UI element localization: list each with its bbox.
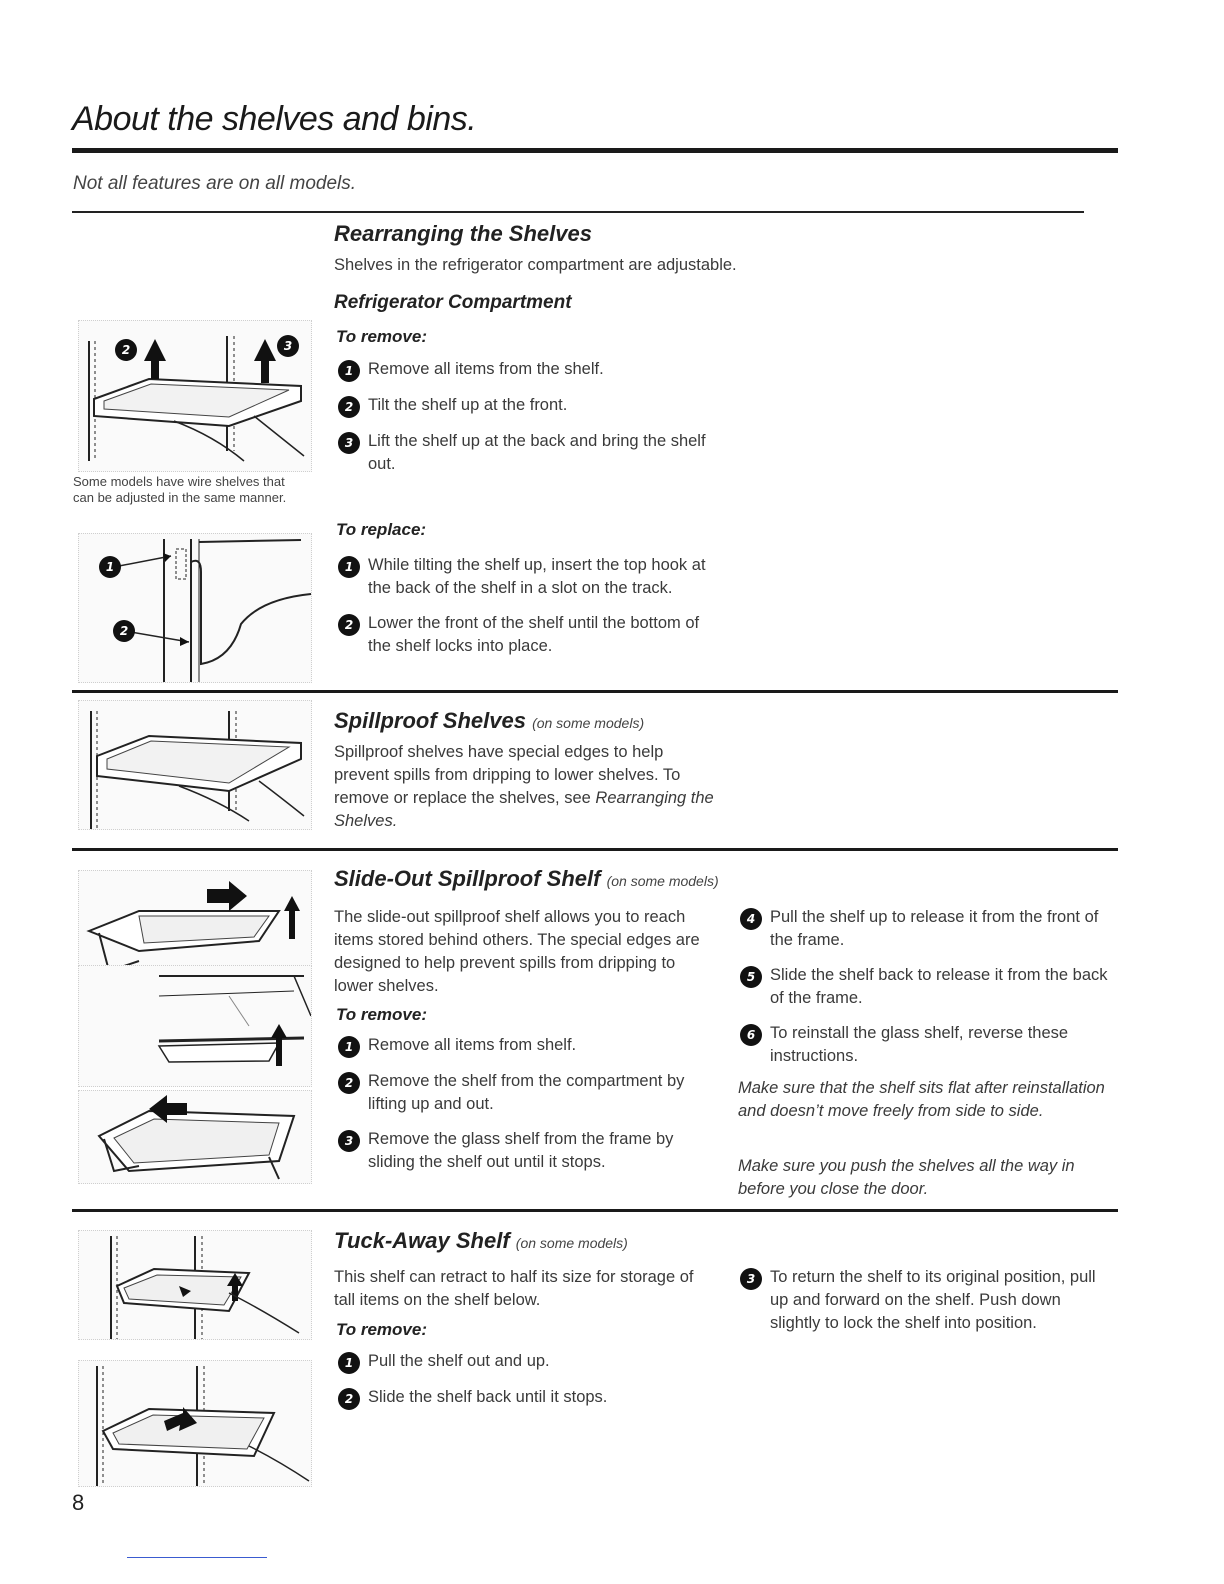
step-item: [338, 394, 718, 418]
tuckaway-intro: This shelf can retract to half its size for storage of tall items on the shelf below.: [334, 1268, 694, 1309]
step-text: Remove all items from shelf.: [368, 1036, 577, 1054]
compartment-title: Refrigerator Compartment: [334, 292, 572, 313]
step-number-badge: 1: [338, 556, 360, 578]
tuckaway-title-text: Tuck-Away Shelf: [334, 1228, 510, 1253]
step-text: Lower the front of the shelf until the bottom of the shelf locks into place.: [368, 614, 700, 655]
step-number-badge: 4: [740, 908, 762, 930]
step-text: Lift the shelf up at the back and bring the shelf out.: [368, 432, 706, 473]
step-number-badge: 1: [338, 1352, 360, 1374]
slideout-note: (on some models): [606, 873, 719, 889]
step-text: To reinstall the glass shelf, reverse these instructions.: [770, 1024, 1069, 1065]
step-text: Pull the shelf up to release it from the front of the frame.: [770, 908, 1099, 949]
slideout-title: [334, 866, 719, 892]
section-divider: [72, 690, 1118, 693]
tuckaway-illustration-2: [78, 1360, 312, 1487]
title-rule: [72, 148, 1118, 153]
step-number-badge: 2: [338, 1388, 360, 1410]
footer-link-line: [127, 1557, 267, 1558]
spillproof-description: Spillproof shelves have special edges to help prevent spills from dripping to lower shelves. To remove or replace the shelves, see: [334, 743, 681, 807]
callout-badge: 1: [99, 556, 121, 578]
step-item: [338, 430, 718, 476]
tuckaway-note: (on some models): [515, 1235, 628, 1251]
step-item: [338, 1034, 723, 1058]
callout-badge: 2: [113, 620, 135, 642]
page-subtitle: Not all features are on all models.: [73, 173, 357, 194]
step-item: [338, 612, 728, 658]
slideout-illustration-3: [78, 1090, 312, 1184]
wire-shelf-caption: Some models have wire shelves that can be adjusted in the same manner.: [73, 474, 287, 505]
spillproof-text: [334, 741, 719, 833]
callout-badge: 3: [277, 335, 299, 357]
step-number-badge: 3: [338, 432, 360, 454]
tuckaway-remove-label: To remove:: [336, 1320, 428, 1339]
step-text: Tilt the shelf up at the front.: [368, 396, 568, 414]
slideout-remove-label: To remove:: [336, 1005, 428, 1024]
slideout-drawing-2: [79, 966, 311, 1086]
remove-shelf-illustration: [78, 320, 312, 472]
page-title: About the shelves and bins.: [72, 100, 477, 138]
spillproof-illustration: [78, 700, 312, 830]
step-text: Remove the glass shelf from the frame by sliding the shelf out until it stops.: [368, 1130, 674, 1171]
step-item: [740, 964, 1115, 1010]
step-number-badge: 3: [740, 1268, 762, 1290]
spillproof-drawing: [79, 701, 311, 829]
spillproof-title: [334, 708, 644, 734]
rearranging-intro: Shelves in the refrigerator compartment are adjustable.: [334, 256, 737, 274]
step-text: Slide the shelf back to release it from the back of the frame.: [770, 966, 1108, 1007]
step-number-badge: 5: [740, 966, 762, 988]
tuckaway-drawing-1: [79, 1231, 311, 1339]
slideout-intro: The slide-out spillproof shelf allows you to reach items stored behind others. The special edges are designed to help prevent spills from dripping to lower shelves.: [334, 908, 700, 995]
step-text: Pull the shelf out and up.: [368, 1352, 550, 1370]
section-divider: [72, 1209, 1118, 1212]
slideout-note-flat: Make sure that the shelf sits flat after reinstallation and doesn’t move freely from side to side.: [738, 1079, 1105, 1120]
section-divider: [72, 848, 1118, 851]
step-item: [740, 1266, 1115, 1335]
step-number-badge: 2: [338, 396, 360, 418]
slideout-drawing-3: [79, 1091, 311, 1183]
step-item: [338, 1350, 723, 1374]
slideout-illustration-2: [78, 965, 312, 1087]
step-text: Slide the shelf back until it stops.: [368, 1388, 608, 1406]
replace-label: To replace:: [336, 520, 427, 539]
slideout-note-push: Make sure you push the shelves all the way in before you close the door.: [738, 1157, 1075, 1198]
step-number-badge: 1: [338, 1036, 360, 1058]
callout-badge: 2: [115, 339, 137, 361]
step-text: While tilting the shelf up, insert the top hook at the back of the shelf in a slot on the track.: [368, 556, 706, 597]
step-number-badge: 2: [338, 1072, 360, 1094]
remove-label: To remove:: [336, 327, 428, 346]
tuckaway-drawing-2: [79, 1361, 311, 1486]
slideout-steps-right: [740, 906, 1115, 1068]
tuckaway-title: [334, 1228, 628, 1254]
spillproof-reference: Rearranging the Shelves.: [334, 789, 714, 830]
step-text: Remove all items from the shelf.: [368, 360, 604, 378]
subtitle-rule: [72, 211, 1084, 213]
spillproof-note: (on some models): [532, 715, 645, 731]
step-item: [740, 1022, 1115, 1068]
step-text: To return the shelf to its original position, pull up and forward on the shelf. Push down slightly to lock the shelf into position.: [770, 1268, 1096, 1332]
step-item: [740, 906, 1115, 952]
step-item: [338, 1070, 723, 1116]
step-number-badge: 6: [740, 1024, 762, 1046]
step-item: [338, 1386, 723, 1410]
tuckaway-steps-right: [740, 1266, 1115, 1335]
step-number-badge: 1: [338, 360, 360, 382]
remove-steps: [338, 358, 718, 476]
replace-steps: [338, 554, 728, 658]
rearranging-title: Rearranging the Shelves: [334, 221, 592, 246]
step-item: [338, 554, 728, 600]
step-number-badge: 3: [338, 1130, 360, 1152]
step-text: Remove the shelf from the compartment by lifting up and out.: [368, 1072, 685, 1113]
step-item: [338, 358, 718, 382]
page-number: 8: [72, 1490, 85, 1515]
slideout-title-text: Slide-Out Spillproof Shelf: [334, 866, 601, 891]
slideout-steps-left: [338, 1034, 723, 1174]
step-item: [338, 1128, 723, 1174]
tuckaway-illustration-1: [78, 1230, 312, 1340]
step-number-badge: 2: [338, 614, 360, 636]
spillproof-title-text: Spillproof Shelves: [334, 708, 526, 733]
replace-shelf-illustration: [78, 533, 312, 683]
tuckaway-steps-left: [338, 1350, 723, 1410]
